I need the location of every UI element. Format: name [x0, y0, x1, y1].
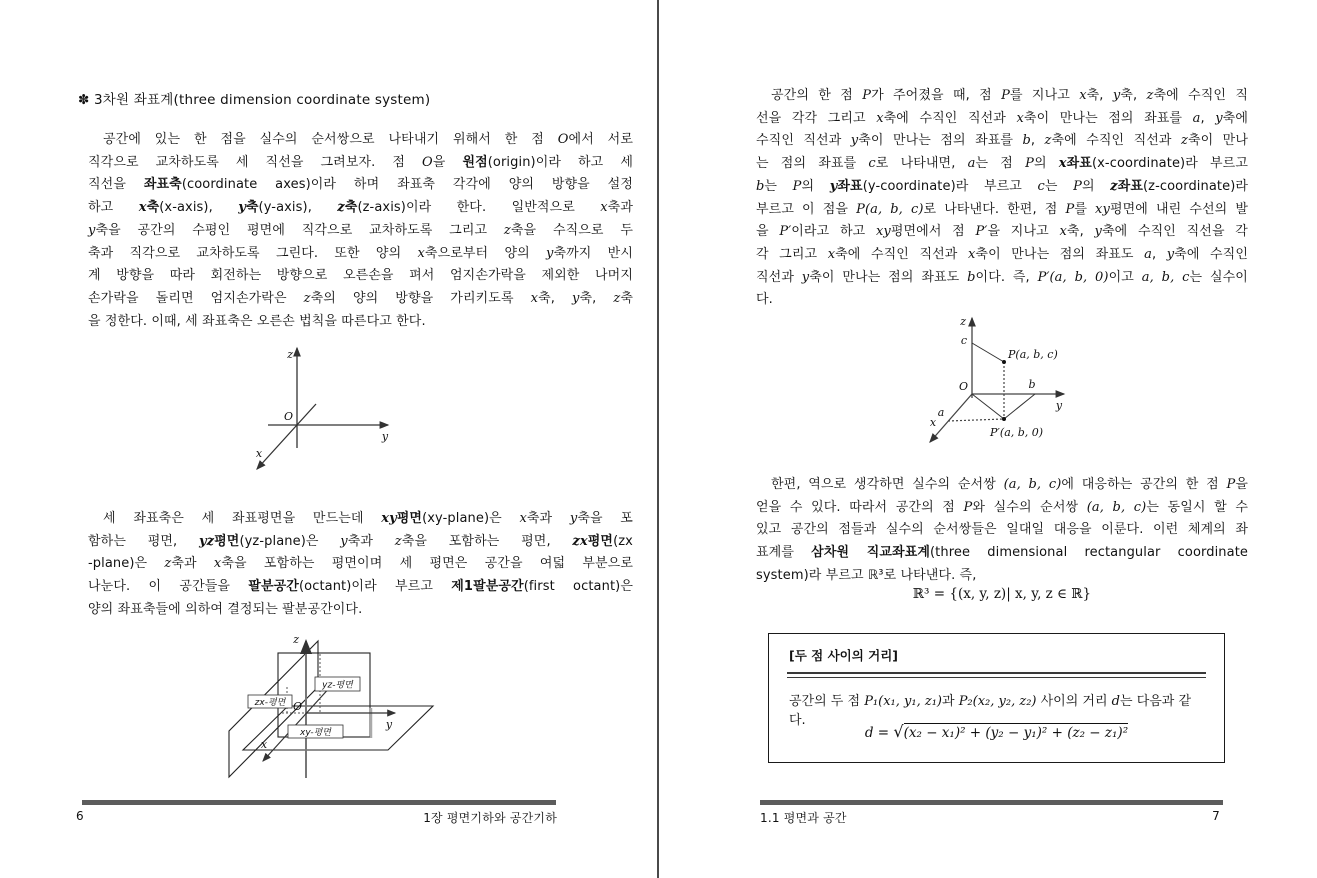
text-segment: O: [422, 154, 433, 170]
text-segment: 축에 수직인 직선과: [1051, 133, 1181, 149]
text-segment: y: [1215, 110, 1223, 126]
text-segment: x: [213, 556, 222, 572]
text-line: [756, 244, 1248, 267]
text-line: [756, 153, 1248, 176]
text-segment: 축이 만나: [1187, 133, 1248, 149]
text-segment: (x-axis),: [159, 200, 239, 216]
text-segment: 선을 각각 그리고: [756, 110, 877, 126]
text-segment: P: [792, 178, 802, 194]
text-segment: 사이의 거리: [1036, 694, 1112, 709]
text-segment: P′(a, b, 0): [1037, 269, 1109, 285]
text-segment: 축이 만나는 점의 좌표를: [858, 133, 1023, 149]
text-segment: x: [1079, 88, 1087, 103]
segment-O-to-Pprime: [972, 394, 1004, 419]
text-segment: P: [1226, 477, 1236, 492]
x-axis-label: x: [255, 447, 263, 460]
x-axis-label: x: [260, 738, 268, 751]
z-axis-label: z: [287, 348, 293, 361]
text-segment: 공간의 한 점: [771, 88, 863, 103]
text-segment: 삼차원 직교좌표계: [811, 545, 931, 561]
text-segment: y: [1166, 246, 1175, 262]
text-segment: 좌표: [1117, 178, 1143, 194]
text-segment: 직선을: [88, 177, 144, 193]
text-segment: (origin)이라 하고 세: [487, 154, 633, 170]
text-segment: 평면에서 점: [890, 224, 976, 240]
text-segment: 축에 수직인 직선과: [883, 110, 1017, 126]
text-segment: z: [337, 200, 345, 216]
text-segment: z: [303, 290, 311, 306]
text-segment: a: [1192, 110, 1201, 126]
text-segment: 부르고 이 점을: [756, 201, 857, 217]
text-segment: b: [756, 178, 765, 194]
text-segment: (coordinate axes)이라 하며 좌표축 각각에 양의 방향을 설정: [181, 177, 633, 193]
text-segment: 한편, 역으로 생각하면 실수의 순서쌍: [771, 477, 1004, 492]
paragraph-rectangular-system: [756, 474, 1248, 588]
text-segment: a: [1144, 246, 1152, 262]
text-segment: (y-coordinate)라 부르고: [862, 178, 1038, 194]
text-segment: 좌표: [837, 178, 863, 194]
text-segment: 세 좌표축은 세 좌표평면을 만드는데: [103, 511, 382, 526]
text-segment: b: [967, 269, 976, 285]
text-segment: 는: [764, 178, 793, 194]
text-segment: 를 지나고: [1009, 88, 1080, 103]
text-line: [756, 497, 1248, 520]
text-segment: ,: [1200, 110, 1216, 126]
text-segment: (yz-plane)은: [239, 533, 341, 549]
origin-label: O: [958, 380, 968, 393]
z-axis-label: z: [960, 315, 966, 328]
chapter-title: 1장 평면기하와 공간기하: [423, 811, 557, 825]
text-segment: 를: [1074, 201, 1096, 217]
text-segment: 는 다음과 같다.: [789, 694, 1192, 728]
text-segment: 축,: [1086, 88, 1113, 103]
text-segment: 평면: [396, 511, 423, 526]
text-segment: c: [868, 156, 876, 172]
text-segment: 는 점: [975, 156, 1026, 172]
text-segment: 축과 직각으로 교차하도록 그린다. 또한 양의: [88, 245, 418, 261]
text-segment: yz: [198, 533, 215, 549]
text-segment: 함하는 평면,: [88, 533, 199, 549]
text-segment: 축을 공간의 수평인 평면에 직각으로 교차하도록 그리고: [95, 222, 504, 238]
text-segment: x: [600, 200, 608, 216]
text-segment: P: [1073, 178, 1082, 194]
text-segment: 축에 수직인 직선을 각: [1101, 224, 1248, 240]
origin-label: O: [283, 410, 293, 423]
text-segment: 축: [344, 200, 358, 216]
text-segment: 축과: [607, 200, 633, 216]
text-segment: z: [164, 556, 172, 572]
text-segment: z: [1110, 178, 1118, 194]
text-segment: y: [801, 269, 810, 285]
text-segment: 을: [432, 154, 463, 170]
y-axis-label: y: [1055, 399, 1063, 412]
text-segment: 양의 좌표축들에 의하여 결정되는 팔분공간이다.: [88, 601, 363, 617]
sqrt-radical-icon: √: [893, 722, 904, 741]
y-axis-label: y: [385, 718, 393, 731]
text-segment: 로 나타낸다. 한편, 점: [923, 201, 1066, 217]
text-segment: P(a, b, c): [856, 201, 924, 217]
text-segment: 이고: [1108, 269, 1142, 285]
text-segment: 축과: [526, 511, 570, 526]
text-segment: 축에: [1222, 110, 1248, 126]
text-segment: 는 동일시 할 수: [1146, 499, 1248, 515]
text-segment: 을 지나고: [987, 224, 1060, 240]
text-line: [756, 519, 1248, 542]
text-segment: 평면: [214, 533, 240, 549]
a-label: a: [937, 406, 945, 419]
text-segment: y: [340, 533, 348, 549]
text-segment: 손가락을 돌리면 엄지손가락은: [88, 290, 304, 306]
text-segment: d: [1111, 694, 1120, 709]
text-segment: x: [417, 245, 425, 261]
text-segment: 과: [941, 694, 959, 709]
text-segment: (xy-plane)은: [422, 511, 520, 526]
text-segment: 다.: [756, 292, 773, 308]
r3-set-formula: ℝ³ = {(x, y, z)| x, y, z ∈ ℝ}: [912, 586, 1092, 602]
text-segment: 을: [756, 224, 780, 240]
text-segment: y: [546, 245, 554, 261]
text-segment: 축이 만나는 점의 좌표를: [1023, 110, 1193, 126]
page-number: 7: [1212, 809, 1220, 823]
right-footer: [760, 809, 1220, 826]
text-segment: 축을 포: [577, 511, 633, 526]
text-segment: 축에 수직인: [1174, 246, 1248, 262]
text-segment: (z-axis)이라 한다. 일반적으로: [357, 200, 601, 216]
text-segment: 이라고 하고: [791, 224, 876, 240]
text-segment: x: [519, 511, 527, 526]
text-segment: 수직인 직선과: [756, 133, 851, 149]
text-segment: 축을 포함하는 평면,: [401, 533, 573, 549]
text-segment: P: [1001, 88, 1010, 103]
text-segment: 축,: [1120, 88, 1147, 103]
text-segment: xy: [1095, 201, 1110, 217]
text-segment: P: [963, 499, 973, 515]
dotted-a-to-Pprime: [948, 419, 1004, 421]
text-segment: P: [1065, 201, 1075, 217]
text-segment: 로 나타내면,: [875, 156, 968, 172]
text-segment: (a, b, c): [1003, 477, 1062, 492]
yz-plane-label: yz-평면: [322, 680, 353, 691]
text-segment: x: [827, 246, 836, 262]
text-segment: a: [967, 156, 976, 172]
text-segment: 원점: [462, 154, 488, 170]
figure-point-projection: [880, 310, 1140, 464]
text-segment: z: [1044, 133, 1052, 149]
origin-label: O: [292, 700, 302, 713]
text-segment: P₁(x₁, y₁, z₁): [864, 694, 942, 709]
text-segment: z: [503, 222, 511, 238]
text-segment: 이다. 즉,: [975, 269, 1038, 285]
text-segment: 축까지 반시: [553, 245, 633, 261]
text-segment: z: [613, 290, 621, 306]
formula-lhs: d =: [864, 725, 894, 741]
text-line: [756, 108, 1248, 131]
text-segment: P′: [779, 224, 792, 240]
z-axis-label: z: [293, 633, 299, 646]
text-segment: ,: [1151, 246, 1167, 262]
distance-box: [768, 633, 1225, 763]
text-segment: P: [862, 88, 872, 103]
zx-plane-label: zx-평면: [254, 698, 286, 708]
section-label: 1.1 평면과 공간: [760, 811, 847, 825]
text-line: [756, 130, 1248, 153]
text-segment: -plane)은: [88, 556, 165, 572]
text-segment: 의: [1081, 178, 1111, 194]
text-segment: 축: [620, 290, 633, 306]
text-segment: 축을 수직으로 두: [510, 222, 634, 238]
text-segment: P′: [975, 224, 988, 240]
segment-b-to-Pprime: [1004, 394, 1035, 419]
text-segment: 는 실수이: [1189, 269, 1248, 285]
text-segment: 나눈다. 이 공간들을: [88, 579, 249, 595]
text-segment: x: [967, 246, 976, 262]
text-segment: 는: [1044, 178, 1074, 194]
text-segment: 좌표축: [143, 177, 182, 193]
text-line: [756, 176, 1248, 199]
text-segment: (z-coordinate)라: [1142, 178, 1249, 194]
text-segment: b: [1022, 133, 1031, 149]
text-line: [756, 542, 1248, 565]
text-line: [756, 221, 1248, 244]
text-segment: 와 실수의 순서쌍: [972, 499, 1087, 515]
text-segment: a, b, c: [1141, 269, 1190, 285]
segment-c-to-P: [972, 343, 1004, 362]
text-segment: 에서 서로: [568, 132, 633, 147]
point-Pprime: [1002, 417, 1006, 421]
text-line: [756, 565, 1248, 588]
point-Pprime-label: P′(a, b, 0): [990, 426, 1044, 439]
text-line: [756, 289, 1248, 312]
text-line: [756, 85, 1248, 108]
text-segment: 축으로부터 양의: [424, 245, 546, 261]
text-segment: z: [394, 533, 402, 549]
text-segment: 축: [245, 200, 259, 216]
text-segment: 의: [801, 178, 830, 194]
text-segment: 에 대응하는 공간의 한 점: [1061, 477, 1227, 492]
text-segment: P: [1025, 156, 1034, 172]
text-segment: 축이 만나는 점의 좌표도: [809, 269, 968, 285]
text-segment: 는 점의 좌표를: [756, 156, 869, 172]
point-P-label: P(a, b, c): [1008, 348, 1058, 361]
formula-radicand: (x₂ − x₁)² + (y₂ − y₁)² + (z₂ − z₁)²: [903, 725, 1129, 741]
text-segment: 계 방향을 따라 회전하는 방향으로 오른손을 펴서 엄지손가락을 제외한 나머지: [88, 268, 633, 284]
text-segment: (first octant)은: [523, 579, 633, 595]
text-segment: 직각으로 교차하도록 세 직선을 그려보자. 점: [88, 154, 423, 170]
text-segment: (y-axis),: [258, 200, 338, 216]
text-segment: z: [1181, 133, 1188, 149]
text-segment: 을: [1235, 477, 1248, 492]
text-segment: y: [1094, 224, 1102, 240]
text-segment: 축,: [1066, 224, 1095, 240]
footer-rule: [760, 800, 1223, 805]
text-segment: y: [850, 133, 859, 149]
text-segment: (three dimensional rectangular coordinate: [930, 545, 1249, 561]
text-segment: x: [1059, 224, 1067, 240]
text-segment: 얻을 수 있다. 따라서 공간의 점: [756, 499, 964, 515]
text-segment: 축,: [579, 290, 614, 306]
text-segment: y: [829, 178, 838, 194]
text-segment: y: [88, 222, 96, 238]
text-segment: xy: [381, 511, 397, 526]
text-segment: y: [238, 200, 246, 216]
x-axis-label: x: [929, 416, 937, 429]
y-axis-label: y: [381, 430, 389, 443]
text-segment: 공간에 있는 한 점을 실수의 순서쌍으로 나타내기 위해서 한 점: [103, 132, 558, 147]
text-segment: 직선과: [756, 269, 802, 285]
double-rule: [787, 672, 1206, 678]
text-segment: 좌표: [1066, 156, 1092, 172]
text-segment: 축을 포함하는 평면이며 세 평면은 공간을 여덟 부분으로: [221, 556, 633, 572]
text-segment: (zx: [613, 533, 633, 549]
text-segment: 의: [1033, 156, 1059, 172]
text-line: [756, 267, 1248, 290]
text-segment: x: [138, 200, 147, 216]
text-segment: 각 그리고: [756, 246, 828, 262]
text-segment: zx: [572, 533, 588, 549]
text-segment: 을 정한다. 이때, 세 좌표축은 오른손 법칙을 따른다고 한다.: [88, 313, 426, 329]
text-segment: x: [876, 110, 884, 126]
text-segment: 축: [146, 200, 160, 216]
text-segment: 공간의 두 점: [789, 694, 865, 709]
text-line: [756, 199, 1248, 222]
text-segment: (x-coordinate)라 부르고: [1091, 156, 1248, 172]
text-segment: 평면에 내린 수선의 발: [1109, 201, 1249, 217]
paragraph-point-coordinates: [756, 85, 1248, 312]
text-segment: (a, b, c): [1086, 499, 1147, 515]
text-segment: y: [569, 511, 578, 526]
page-number: 6: [76, 809, 84, 823]
text-segment: 축의 양의 방향을 가리키도록: [310, 290, 531, 306]
xy-plane-label: xy-평면: [300, 728, 331, 738]
text-segment: 하고: [88, 200, 139, 216]
section-title: ✽ 3차원 좌표계(three dimension coordinate system): [78, 92, 431, 108]
text-segment: 표계를: [756, 545, 812, 561]
text-segment: (octant)이라 부르고: [298, 579, 452, 595]
b-label: b: [1028, 378, 1036, 391]
text-segment: 축,: [538, 290, 572, 306]
text-segment: x: [1058, 156, 1067, 172]
text-segment: 팔분공간: [248, 579, 299, 595]
text-segment: x: [1016, 110, 1024, 126]
text-segment: 제1팔분공간: [451, 579, 524, 595]
text-segment: 가 주어졌을 때, 점: [871, 88, 1002, 103]
text-segment: ,: [1030, 133, 1045, 149]
text-line: [756, 474, 1248, 497]
text-segment: c: [1037, 178, 1045, 194]
text-segment: O: [557, 132, 569, 147]
text-segment: x: [530, 290, 539, 306]
c-label: c: [960, 334, 967, 347]
text-segment: 축과: [171, 556, 214, 572]
text-segment: y: [572, 290, 580, 306]
distance-formula: [769, 722, 1224, 741]
distance-box-heading: [두 점 사이의 거리]: [789, 648, 899, 663]
text-segment: z: [1146, 88, 1154, 103]
text-segment: 있고 공간의 점들과 실수의 순서쌍들은 일대일 대응을 이룬다. 이런 체계의 좌: [756, 522, 1248, 538]
text-segment: 축에 수직인 직: [1153, 88, 1249, 103]
text-segment: xy: [875, 224, 891, 240]
text-segment: 축이 만나는 점의 좌표도: [975, 246, 1145, 262]
text-segment: P₂(x₂, y₂, z₂): [958, 694, 1037, 709]
x-axis: [930, 394, 972, 442]
text-segment: 평면: [587, 533, 614, 549]
point-P: [1002, 360, 1006, 364]
text-segment: 축에 수직인 직선과: [835, 246, 968, 262]
text-segment: 축과: [347, 533, 395, 549]
text-segment: system)라 부르고 ℝ³로 나타낸다. 즉,: [756, 567, 977, 583]
text-segment: y: [1112, 88, 1121, 103]
